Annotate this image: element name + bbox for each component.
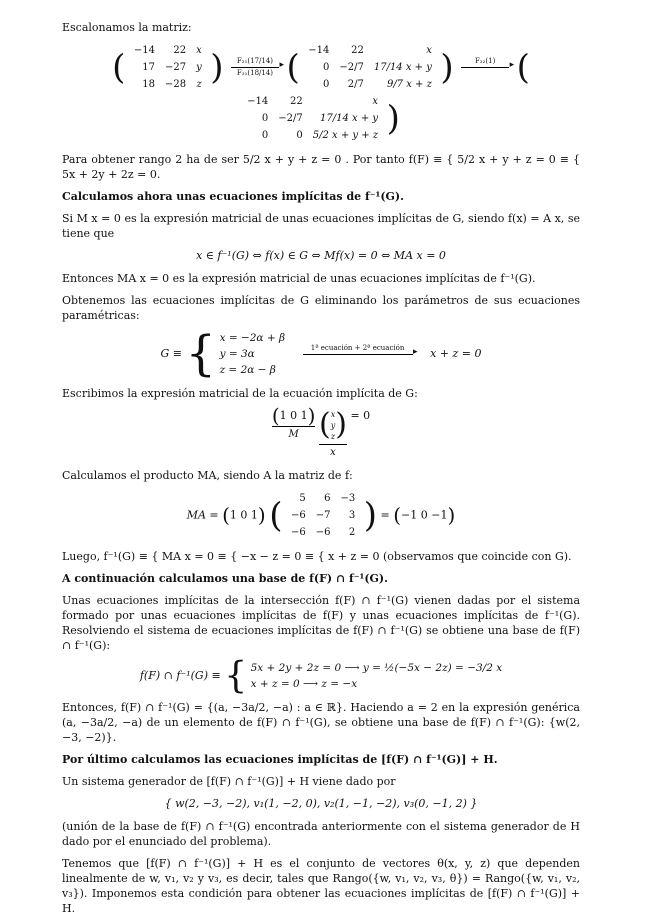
rank-condition-final: Tenemos que [f(F) ∩ f⁻¹(G)] + H es el conjunto de vectores θ(x, y, z) que dependen linealmente de w, v₁, v₂ y v₃, es decir, tales que Rango({w, v₁, v₂, v₃, θ}) = Rango({w, v₁, v₂, v₃}). Imponemos esta condición para obtener las ecuaciones implícitas de [f(F) ∩ f⁻¹(G)] + H. — [62, 857, 580, 915]
rank-condition-text: Para obtener rango 2 ha de ser 5/2 x + y + z = 0 . Por tanto f(F) ≡ { 5/2 x + y + z = 0 ≡ { 5x + 2y + 2z = 0. — [62, 153, 580, 181]
matrix-form-text: Escribimos la expresión matricial de la ecuación implícita de G: — [62, 387, 418, 400]
M-row: 1 0 1 — [279, 409, 308, 422]
matrix-1: −14 22 x 17 −27 y 18 −28 z — [133, 45, 202, 90]
union-note: (unión de la base de f(F) ∩ f⁻¹(G) encontrada anteriormente con el sistema generador de H dado por el enunciado del problema). — [62, 820, 580, 848]
parametric-elimination-text: Obtenemos las ecuaciones implícitas de G eliminando los parámetros de sus ecuaciones paramétricas: — [62, 294, 580, 322]
inverse-image-result: Luego, f⁻¹(G) ≡ { MA x = 0 ≡ { −x − z = 0 ≡ { x + z = 0 (observamos que coincide con G). — [62, 550, 572, 563]
implicit-equations-text: Entonces MA x = 0 es la expresión matricial de unas ecuaciones implícitas de f⁻¹(G). — [62, 272, 536, 285]
matrix-2: −14 22 x 0 −2/7 17/14 x + y 0 2/7 9/7 x + z — [308, 45, 432, 90]
matrix-equation-M: (1 0 1) M ( x y z ) x = 0 — [271, 403, 371, 458]
section-heading-inverse-image: Calculamos ahora unas ecuaciones implícitas de f⁻¹(G). — [62, 190, 404, 203]
row-op-arrow-2: F₃₂(1) ▸ — [461, 57, 509, 78]
MA-product: MA = (1 0 1) ( 5 6 −3 −6 −7 3 −6 −6 2 ) = (−1 0 −1) — [62, 490, 580, 541]
product-text: Calculamos el producto MA, siendo A la matriz de f: — [62, 469, 353, 482]
matrix-expression-text: Si M x = 0 es la expresión matricial de unas ecuaciones implícitas de G, siendo f(x) = A x, se tiene que — [62, 212, 580, 240]
matrix-A: 5 6 −3 −6 −7 3 −6 −6 2 — [291, 493, 356, 538]
matrix-3: −14 22 x 0 −2/7 17/14 x + y 0 0 5/2 x + y + z — [247, 96, 379, 141]
generator-set: { w(2, −3, −2), v₁(1, −2, 0), v₂(1, −1, −2), v₃(0, −1, 2) } — [164, 797, 478, 810]
document-page — [62, 20, 580, 923]
elimination-arrow: 1ª ecuación + 2ª ecuación ▸ — [303, 344, 413, 365]
generator-intro-text: Un sistema generador de [f(F) ∩ f⁻¹(G)] + H viene dado por — [62, 775, 396, 788]
equivalence-chain: x ∈ f⁻¹(G) ⇔ f(x) ∈ G ⇔ Mf(x) = 0 ⇔ MA x = 0 — [196, 249, 446, 262]
basis-result-text: Entonces, f(F) ∩ f⁻¹(G) = {(a, −3a/2, −a) : a ∈ ℝ}. Haciendo a = 2 en la expresión genérica (a, −3a/2, −a) de un elemento de f(F) ∩ f⁻¹(G), se obtiene una base de f(F) ∩ f⁻¹(G): {w(2, −3, −2)}. — [62, 701, 580, 744]
intro-text: Escalonamos la matriz: — [62, 21, 192, 34]
section-heading-basis: A continuación calculamos una base de f(F) ∩ f⁻¹(G). — [62, 572, 388, 585]
intersection-text: Unas ecuaciones implícitas de la intersección f(F) ∩ f⁻¹(G) vienen dadas por el sistema formado por unas ecuaciones implícitas de f(F) y unas ecuaciones implícitas de f⁻¹(G). Resolviendo el sistema de ecuaciones implícitas de f(F) ∩ f⁻¹(G) se obtiene una base de f(F) ∩ f⁻¹(G): — [62, 594, 580, 652]
row-reduction: ( −14 22 x 17 −27 y 18 −28 z ) F₂₁(17/14) ▸ F₃₁(18/14) ( −14 22 x 0 −2/7 17/14 x + y 0 2/7 9/7 x + z ) F₃₂(1) ▸ ( −14 22 x 0 −2/7 17/14 x + y 0 0 5/2 x + y + z ) — [62, 42, 580, 144]
row-op-arrow-1: F₂₁(17/14) ▸ F₃₁(18/14) — [231, 57, 279, 78]
G-system: G ≡ { x = −2α + β y = 3α z = 2α − β 1ª ecuación + 2ª ecuación ▸ x + z = 0 — [62, 330, 580, 378]
intersection-system: f(F) ∩ f⁻¹(G) ≡ { 5x + 2y + 2z = 0 ⟶ y = ½(−5x − 2z) = −3/2 x x + z = 0 ⟶ z = −x — [139, 655, 503, 697]
section-heading-sum: Por último calculamos las ecuaciones implícitas de [f(F) ∩ f⁻¹(G)] + H. — [62, 753, 498, 766]
